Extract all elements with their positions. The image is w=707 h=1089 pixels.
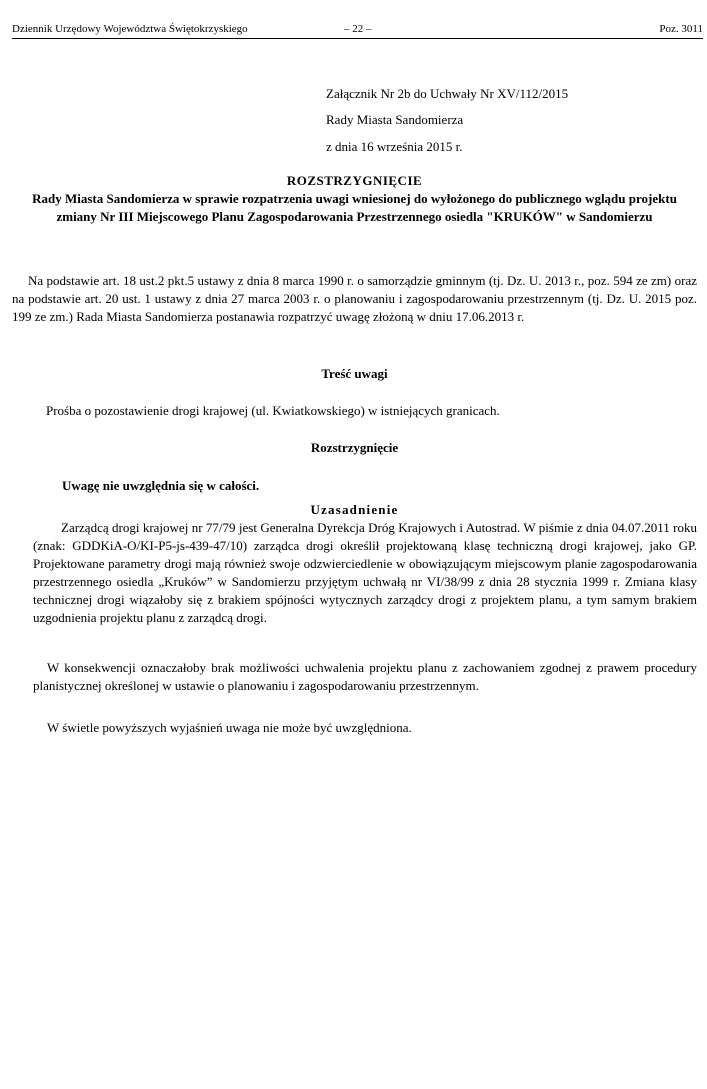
annex-line-2: Rady Miasta Sandomierza: [326, 112, 464, 127]
annex-line-1: Załącznik Nr 2b do Uchwały Nr XV/112/2015: [326, 86, 569, 101]
heading-justification: Uzasadnienie: [310, 502, 399, 517]
journal-title: Dziennik Urzędowy Województwa Świętokrzyskiego: [12, 23, 248, 35]
justification-paragraph-1: Zarządcą drogi krajowej nr 77/79 jest Generalna Dyrekcja Dróg Krajowych i Autostrad. W piśmie z dnia 04.07.2011 roku (znak: GDDKiA-O/KI-P5-js-439-47/10) zarządca drogi określił projektowaną klasę techniczną drogi krajowej, jako GP. Projektowane parametry drogi mają również swoje odzwierciedlenie w obowiązującym miejscowym planie zagospodarowania przestrzennego osiedla „Kruków” w Sandomierzu przyjętym uchwałą nr VI/38/99 z dnia 28 stycznia 1999 r. Zmiana klasy technicznej drogi wiązałoby się z brakiem spójności wytycznych zarządcy drogi z projektem planu, a tym samym brakiem uzgodnienia projektu planu z zarządcą drogi.: [33, 520, 697, 625]
verdict-text: Uwagę nie uwzględnia się w całości.: [62, 478, 260, 493]
document-title: [12, 172, 697, 226]
page-number: – 22 –: [344, 23, 372, 35]
page-header: [12, 22, 703, 39]
annex-line-3: z dnia 16 września 2015 r.: [326, 139, 463, 154]
heading-decision: Rozstrzygnięcie: [310, 440, 399, 455]
title-subject: Rady Miasta Sandomierza w sprawie rozpatrzenia uwagi wniesionej do wyłożonego do publicznego wglądu projektu zmiany Nr III Miejscowego Planu Zagospodarowania Przestrzennego osiedla "KRUKÓW" w Sandomierzu: [32, 191, 677, 224]
legal-basis-paragraph: Na podstawie art. 18 ust.2 pkt.5 ustawy z dnia 8 marca 1990 r. o samorządzie gminnym (tj. Dz. U. 2013 r., poz. 594 ze zm) oraz na podstawie art. 20 ust. 1 ustawy z dnia 27 marca 2003 r. o planowaniu i zagospodarowaniu przestrzennym (tj. Dz. U. 2015 poz. 199 ze zm.) Rada Miasta Sandomierza postanawia rozpatrzyć uwagę złożoną w dniu 17.06.2013 r.: [12, 273, 697, 324]
final-paragraph: W świetle powyższych wyjaśnień uwaga nie może być uwzględniona.: [47, 720, 412, 735]
request-paragraph: Prośba o pozostawienie drogi krajowej (ul. Kwiatkowskiego) w istniejących granicach.: [46, 403, 500, 418]
heading-content: Treść uwagi: [321, 366, 388, 381]
title-main: ROZSTRZYGNIĘCIE: [286, 173, 423, 188]
position-number: Poz. 3011: [659, 23, 703, 35]
justification-paragraph-2: W konsekwencji oznaczałoby brak możliwości uchwalenia projektu planu z zachowaniem zgodnej z prawem procedury planistycznej określonej w ustawie o planowaniu i zagospodarowaniu przestrzennym.: [33, 660, 697, 693]
